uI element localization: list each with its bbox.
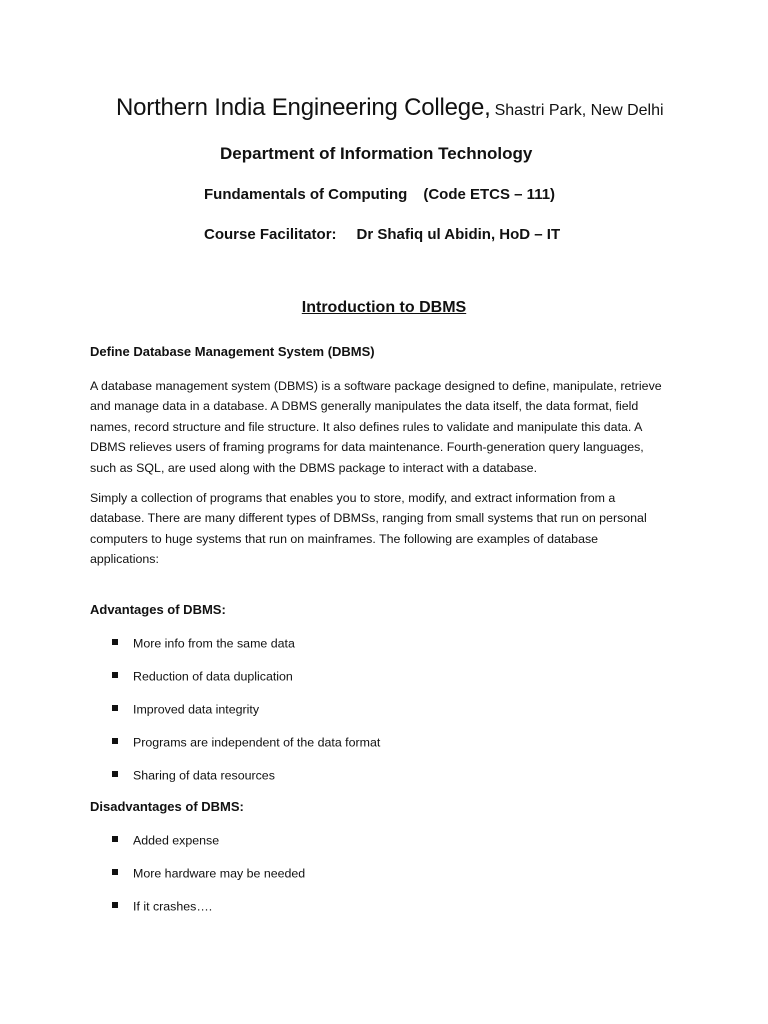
list-item-text: More info from the same data [133,636,295,651]
course-name: Fundamentals of Computing [204,186,408,203]
list-item-text: Programs are independent of the data format [133,735,381,750]
definition-paragraph [90,376,690,478]
section-title: Introduction to DBMS [301,299,467,316]
list-item-text: Improved data integrity [133,702,260,717]
list-item [112,666,380,699]
department-title: Department of Information Technology [220,144,533,163]
course-code: (Code ETCS – 111) [423,186,556,203]
disadvantages-heading: Disadvantages of DBMS: [90,799,244,814]
square-bullet-icon [112,902,118,908]
square-bullet-icon [112,672,118,678]
description-paragraph [90,488,690,570]
list-item [112,732,380,765]
college-title [116,94,664,122]
paragraph-line: DBMS relieves users of framing programs for data maintenance. Fourth-generation query languages, [90,440,644,455]
list-item-text: Reduction of data duplication [133,669,293,684]
definition-heading: Define Database Management System (DBMS) [90,344,375,359]
college-location: Shastri Park, New Delhi [494,102,664,119]
list-item-text: More hardware may be needed [133,866,306,881]
list-item [112,765,380,798]
paragraph-line: computers to huge systems that run on mainframes. The following are examples of database [90,531,599,546]
square-bullet-icon [112,738,118,744]
list-item [112,896,305,929]
facilitator-name: Dr Shafiq ul Abidin, HoD – IT [356,226,561,243]
advantages-list [112,633,380,798]
list-item-text: If it crashes…. [133,899,213,914]
facilitator-line [204,226,560,243]
paragraph-line: and manage data in a database. A DBMS generally manipulates the data itself, the data format, field [90,399,639,414]
college-name: Northern India Engineering College, [116,94,491,121]
advantages-heading: Advantages of DBMS: [90,602,226,617]
paragraph-line: Simply a collection of programs that enables you to store, modify, and extract information from a [90,491,616,505]
list-item [112,633,380,666]
course-line [204,186,555,203]
paragraph-line: such as SQL, are used along with the DBMS package to interact with a database. [90,460,538,475]
list-item-text: Sharing of data resources [133,768,275,783]
square-bullet-icon [112,771,118,777]
facilitator-label: Course Facilitator: [204,226,337,243]
list-item [112,699,380,732]
disadvantages-list [112,830,305,929]
square-bullet-icon [112,705,118,711]
square-bullet-icon [112,869,118,875]
list-item-text: Added expense [133,833,220,848]
paragraph-line: A database management system (DBMS) is a software package designed to define, manipulate, retrieve [90,379,662,393]
list-item [112,863,305,896]
list-item [112,830,305,863]
square-bullet-icon [112,639,118,645]
paragraph-line: names, record structure and file structure. It also defines rules to validate and manipulate this data. A [90,419,643,434]
paragraph-line: applications: [90,552,159,567]
square-bullet-icon [112,836,118,842]
paragraph-line: database. There are many different types of DBMSs, ranging from small systems that run on personal [90,511,647,526]
